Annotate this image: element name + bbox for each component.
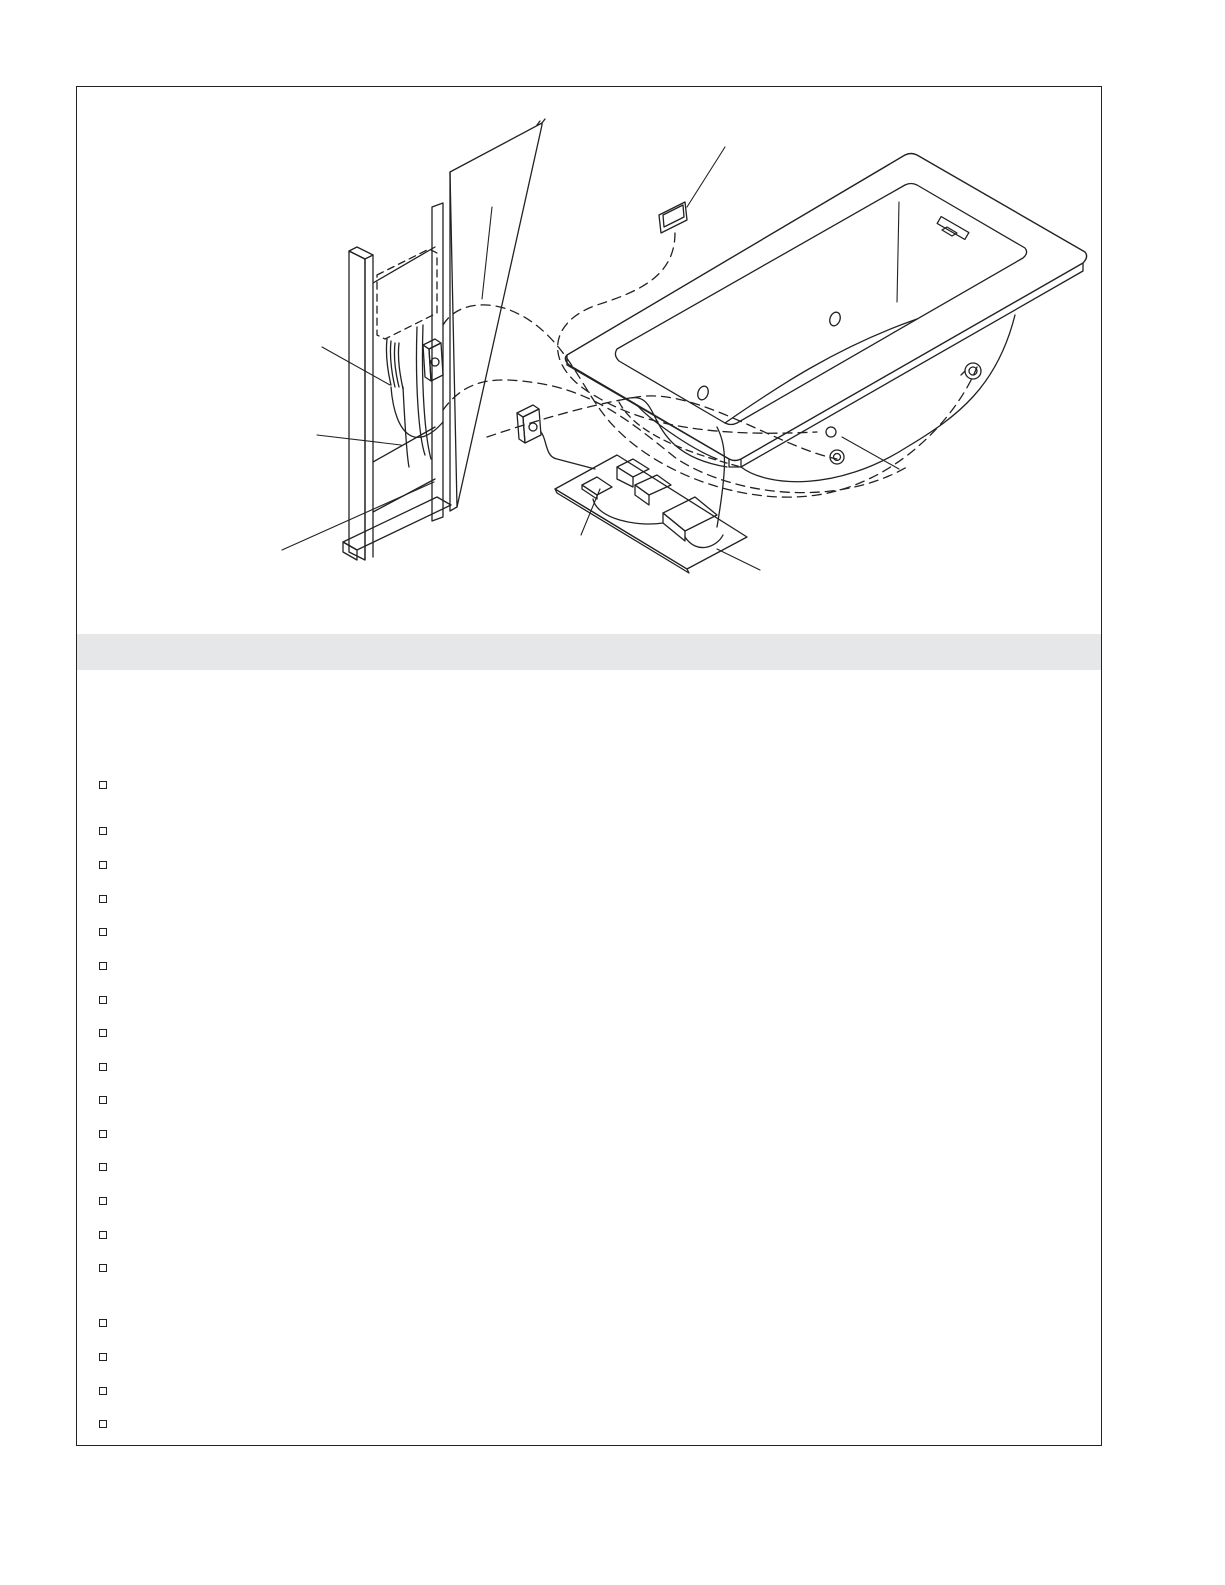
checklist-item xyxy=(99,993,119,1007)
checkbox[interactable] xyxy=(99,1264,107,1272)
checklist-item xyxy=(99,824,119,838)
checklist-item xyxy=(99,1228,119,1242)
checklist xyxy=(77,87,1101,1445)
checkbox[interactable] xyxy=(99,1231,107,1239)
checklist-item xyxy=(99,892,119,906)
checkbox[interactable] xyxy=(99,1063,107,1071)
checklist-item xyxy=(99,925,119,939)
checklist-item xyxy=(99,1160,119,1174)
checklist-item xyxy=(99,858,119,872)
page-frame xyxy=(76,86,1102,1446)
checklist-item xyxy=(99,1093,119,1107)
checklist-item xyxy=(99,1026,119,1040)
checklist-item xyxy=(99,1060,119,1074)
checkbox[interactable] xyxy=(99,1163,107,1171)
checklist-item xyxy=(99,1261,119,1275)
checkbox[interactable] xyxy=(99,962,107,970)
checklist-item xyxy=(99,1350,119,1364)
checklist-item xyxy=(99,1316,119,1330)
checkbox[interactable] xyxy=(99,1096,107,1104)
checkbox[interactable] xyxy=(99,1387,107,1395)
checklist-item xyxy=(99,959,119,973)
checkbox[interactable] xyxy=(99,827,107,835)
checkbox[interactable] xyxy=(99,895,107,903)
checklist-item xyxy=(99,1417,119,1431)
checkbox[interactable] xyxy=(99,1029,107,1037)
checkbox[interactable] xyxy=(99,1420,107,1428)
checklist-item xyxy=(99,778,119,792)
checklist-item xyxy=(99,1127,119,1141)
checkbox[interactable] xyxy=(99,1353,107,1361)
checklist-item xyxy=(99,1194,119,1208)
checkbox[interactable] xyxy=(99,861,107,869)
checkbox[interactable] xyxy=(99,928,107,936)
checkbox[interactable] xyxy=(99,996,107,1004)
checkbox[interactable] xyxy=(99,781,107,789)
checkbox[interactable] xyxy=(99,1319,107,1327)
checklist-item xyxy=(99,1384,119,1398)
checkbox[interactable] xyxy=(99,1130,107,1138)
checkbox[interactable] xyxy=(99,1197,107,1205)
